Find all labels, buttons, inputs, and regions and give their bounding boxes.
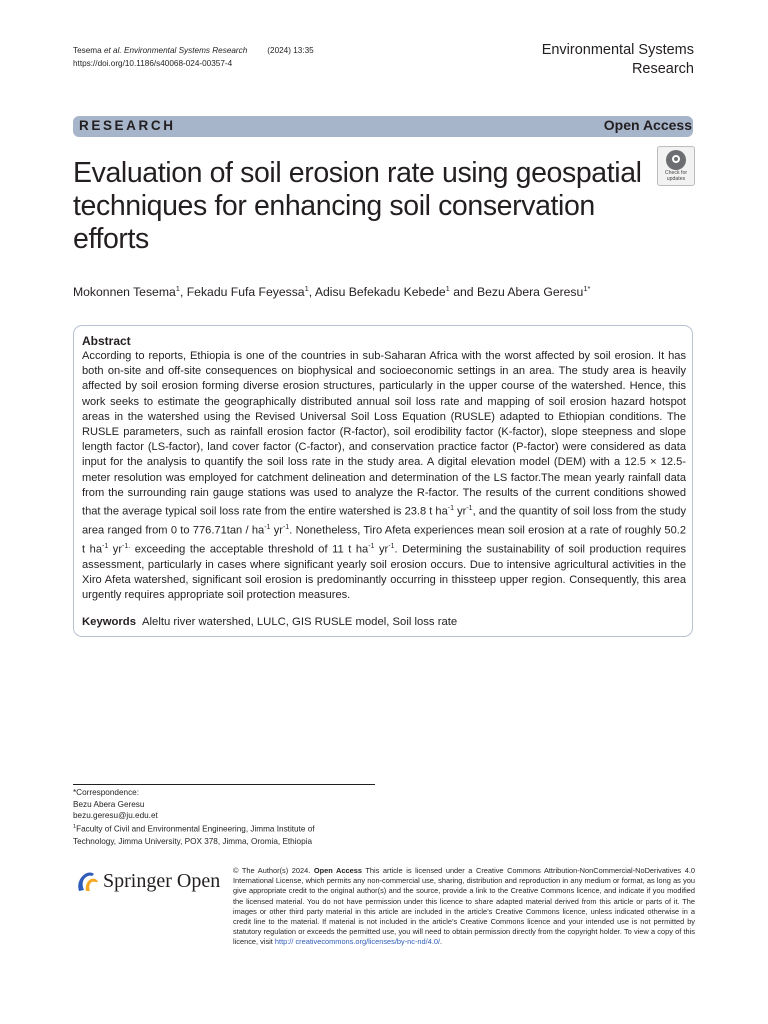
article-title: Evaluation of soil erosion rate using geospatial techniques for enhancing soil conservation efforts (73, 157, 642, 255)
journal-name-line1: Environmental Systems (541, 42, 694, 58)
keywords-list: Aleltu river watershed, LULC, GIS RUSLE model, Soil loss rate (142, 616, 458, 628)
author-name[interactable]: Adisu Befekadu Kebede (314, 285, 446, 300)
author-list: Mokonnen Tesema$^1$, Fekadu Fufa Feyessa$^1$, Adisu Befekadu Kebede$^1$ and Bezu Abera Geresu$^{1*}$ (73, 284, 591, 300)
correspondence-footnote: *Correspondence: Bezu Abera Geresu bezu.geresu@ju.edu.et $^1$Faculty of Civil and Environmental Engineering, Jimma Institute of Technology, Jimma University, POX 378, Jimma, Oromia, Ethiopia (73, 788, 315, 846)
corresponding-email[interactable]: bezu.geresu@ju.edu.et (73, 811, 158, 821)
doi-link[interactable]: https://doi.org/10.1186/s40068-024-00357-4 (73, 59, 233, 68)
license-statement: © The Author(s) 2024. Open Access This article is licensed under a Creative Commons Attribution-NonCommercial-NoDerivatives 4.0 International License, which permits any non-commercial use, sharing, distribution and reproduction in any medium or format, as long as you give appropriate credit to the original author(s) and the source, provide a link to the Creative Commons licence, and indicate if you modified the licensed material. You do not have permission under this licence to share adapted material derived from this article or parts of it. The images or other third party material in this article are included in the article’s Creative Commons licence, unless indicated otherwise in a credit line to the material. If material is not included in the article’s Creative Commons licence and your intended use is not permitted by statutory regulation or exceeds the permitted use, you will need to obtain permission directly from the copyright holder. To view a copy of this licence, visit http:// creativecommons.org/licenses/by-nc-nd/4.0/. (233, 866, 695, 947)
open-access-label: Open Access (603, 117, 692, 133)
check-updates-icon (666, 150, 686, 170)
article-type-label: RESEARCH (79, 118, 176, 133)
author-name[interactable]: Bezu Abera Geresu (476, 285, 584, 300)
citation-year: (2024) 13:35 (267, 46, 314, 55)
journal-name (474, 41, 694, 79)
author-name[interactable]: Fekadu Fufa Feyessa (186, 285, 305, 300)
abstract-heading: Abstract (82, 334, 131, 348)
author-name[interactable]: Mokonnen Tesema (73, 285, 176, 300)
footnote-divider (73, 784, 375, 785)
keywords (82, 616, 457, 628)
author-affiliation-mark: 1 (304, 284, 309, 293)
citation-header (73, 44, 314, 70)
author-affiliation-mark: 1 (175, 284, 180, 293)
citation-journal: et al. Environmental Systems Research (103, 46, 248, 55)
springer-horse-icon (73, 869, 101, 895)
author-affiliation-mark: 1* (583, 284, 591, 293)
keywords-label: Keywords (82, 616, 136, 628)
journal-name-line2: Research (631, 61, 694, 77)
publisher-open: Open (176, 870, 221, 892)
citation-author: Tesema (73, 46, 104, 55)
publisher-name: Springer (103, 870, 172, 892)
abstract-text: According to reports, Ethiopia is one of the countries in sub-Saharan Africa with the worst affected by soil erosion. It has both on-site and off-site consequences on biophysical and socioeconomic settings in an area. The study area is heavily affected by soil erosion forming diverse erosion structures, particularly in the upper course of the watershed. Hence, this work seeks to estimate the geographically distributed annual soil loss rate and mapping of soil erosion hazard hotspot areas in the watershed using the Revised Universal Soil Loss Equation (RUSLE) adapted to Ethiopian conditions. The RUSLE parameters, such as rainfall erosion factor (R-factor), soil erodibility factor (K-factor), slope steepness and slope length factor (LS-factor), land cover factor (C-factor), and conservation practice factor (P-factor) were considered as data input for the analysis to quantify the soil loss rate in the study area. A digital elevation model (DEM) with a 12.5 × 12.5-meter resolution was employed for catchment delineation and determination of the LS factor.The mean yearly rainfall data from the surrounding rain gauge stations was used to analyze the R-factor. The results of the current conditions showed that the average typical soil loss rate from the entire watershed is 23.8 t $ha^{-1}$ $yr^{-1}$, and the quantity of soil loss from the study area ranged from 0 to $776.71\tan / ha^{-1}$ $yr^{-1}$. Nonetheless, Tiro Afeta experiences mean soil erosion at a rate of roughly 50.2 t $ha^{-1}$ $yr^{-1.}$ exceeding the acceptable threshold of 11 t $ha^{-1}$ $yr^{-1}$. Determining the sustainability of soil production requires assessment, particularly in cases where significant yearly soil erosion occurs. Due to intensive agricultural activities in the Xiro Afeta watershed, significant soil erosion is predominantly occurring in thissteep upper region. Consequently, this area urgently requires appropriate soil protection measures. (82, 350, 687, 602)
corresponding-author: Bezu Abera Geresu (73, 799, 145, 809)
author-affiliation-mark: 1 (445, 284, 450, 293)
check-for-updates-badge[interactable] (657, 146, 695, 186)
citation-line (73, 44, 314, 57)
license-link[interactable]: http:// creativecommons.org/licenses/by-nc-nd/4.0/ (274, 937, 441, 947)
check-updates-text: Check for updates (664, 170, 688, 182)
